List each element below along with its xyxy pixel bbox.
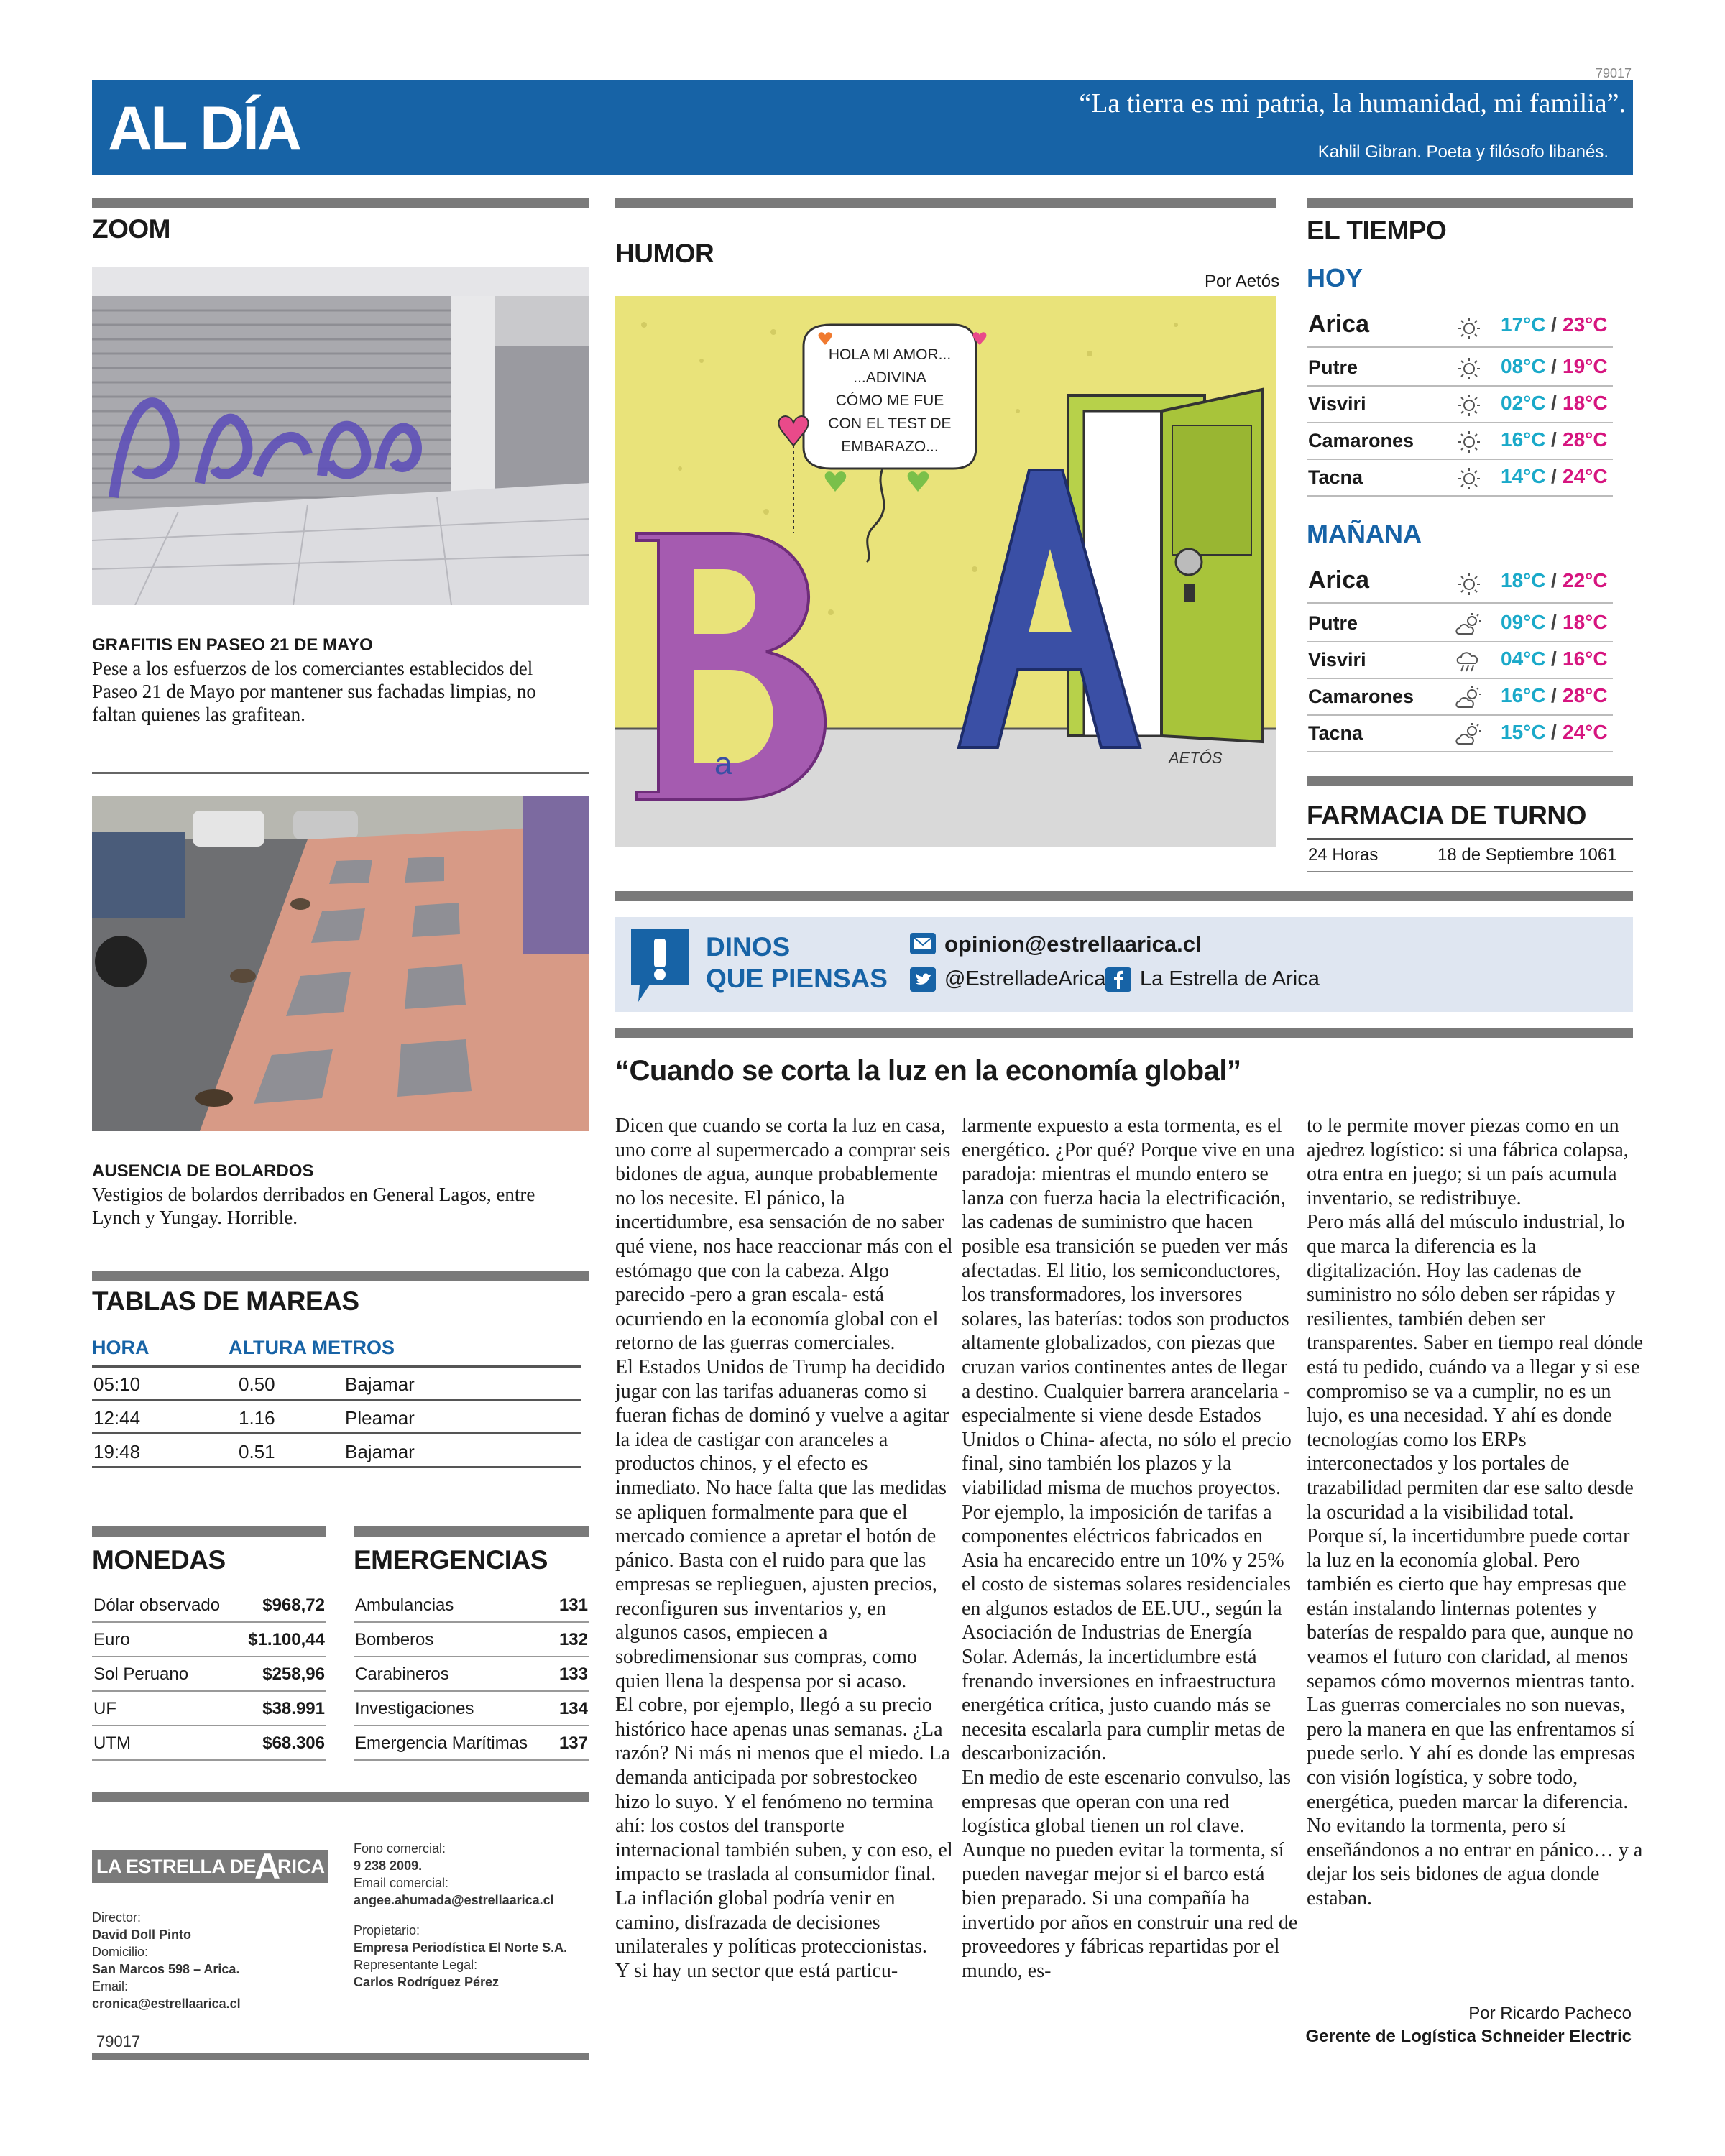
tide-type: Bajamar bbox=[345, 1441, 415, 1462]
article-paragraph: El cobre, por ejemplo, llegó a su precio histórico hace apenas unas semanas. ¿La razón? Ni más ni menos que el miedo. La demanda anticipada por sobrestockeo hizo lo suyo. Y el fenómeno no termina ahí: los costos del transporte internacional también suben, y con eso, el impacto se traslada al consumidor final. La inflación global podría venir en camino, disfrazada de decisiones unilaterales y políticas proteccionistas. bbox=[615, 1694, 953, 1958]
weather-max-temp: 28°C bbox=[1563, 684, 1608, 706]
article-paragraph: Porque sí, la incertidumbre puede cortar la luz en la economía global. Pero también es cierto que hay empresas que están instalando linternas potentes y baterías de respaldo para que, aunque no veamos el futuro con claridad, al menos sepamos cómo movernos mientras tanto. bbox=[1307, 1525, 1635, 1692]
weather-max-temp: 16°C bbox=[1563, 648, 1608, 670]
director-name: David Doll Pinto bbox=[92, 1927, 192, 1942]
tide-type: Pleamar bbox=[345, 1407, 415, 1429]
weather-city: Tacna bbox=[1308, 722, 1363, 744]
sun-icon bbox=[1455, 393, 1484, 418]
partly-cloudy-icon bbox=[1455, 612, 1484, 637]
speech-line: EMBARAZO... bbox=[841, 438, 939, 455]
divider bbox=[615, 198, 1276, 208]
weather-city: Camarones bbox=[1308, 686, 1414, 707]
emergency-service: Ambulancias bbox=[355, 1595, 454, 1615]
pharmacy-hours: 24 Horas bbox=[1308, 845, 1379, 865]
cartoon-signature: AETÓS bbox=[1169, 749, 1223, 767]
article-paragraph: Por ejemplo, la imposición de tarifas a componentes eléctricos fabricados en Asia ha encarecido entre un 10% y 25% el costo de sistemas solares residenciales en algunos estados de EE.UU., según la Asociación de Industrias de Energía Solar. Además, la incertidumbre está frenando inversiones en infraestructura energética crítica, justo cuando más se necesita escalarla para cumplir metas de descarbonización. bbox=[962, 1501, 1291, 1765]
weather-city: Visviri bbox=[1308, 649, 1366, 671]
divider bbox=[92, 1271, 589, 1281]
zoom-title: ZOOM bbox=[92, 214, 170, 244]
section-header bbox=[92, 80, 1633, 175]
currency-row bbox=[92, 1693, 326, 1726]
article-paragraph: En medio de este escenario convulso, las empresas que operan con una red logística global tienen un rol clave. Aunque no pueden evitar la tormenta, sí pueden navegar mejor si el barco está bien preparado. Si una compañía ha invertido por años en construir una red de proveedores y fábricas repartidas por el mundo, es- bbox=[962, 1766, 1298, 1982]
currency-row bbox=[92, 1659, 326, 1692]
emergency-service: Investigaciones bbox=[355, 1699, 474, 1718]
header-quote: “La tierra es mi patria, la humanidad, mi familia”. bbox=[1079, 88, 1626, 119]
article-paragraph: Dicen que cuando se corta la luz en casa, uno corre al supermercado a comprar seis bidones de agua, aunque probablemente no los necesite. El pánico, la incertidumbre, esa sensación de no saber qué viene, nos hace reaccionar más con el estómago que con la cabeza. Algo parecido -pero a gran escala- está ocurriendo en la economía global con el retorno de las guerras comerciales. bbox=[615, 1115, 953, 1355]
weather-row bbox=[1307, 642, 1613, 679]
temp-separator: / bbox=[1551, 355, 1557, 377]
emergency-service: Carabineros bbox=[355, 1664, 449, 1684]
photo-caption-title: GRAFITIS EN PASEO 21 DE MAYO bbox=[92, 635, 373, 655]
weather-max-temp: 24°C bbox=[1563, 721, 1608, 743]
emergency-number: 137 bbox=[558, 1733, 588, 1753]
partly-cloudy-icon bbox=[1455, 722, 1484, 747]
weather-max-temp: 28°C bbox=[1563, 428, 1608, 451]
pharmacy-title: FARMACIA DE TURNO bbox=[1307, 801, 1586, 830]
tide-height: 1.16 bbox=[239, 1407, 275, 1429]
newsroom-email[interactable]: cronica@estrellaarica.cl bbox=[92, 1996, 241, 2011]
small-letter-a: a bbox=[714, 746, 732, 781]
emergencies-title: EMERGENCIAS bbox=[354, 1545, 548, 1575]
currency-name: UTM bbox=[93, 1733, 131, 1753]
weather-city: Camarones bbox=[1308, 430, 1414, 451]
divider bbox=[92, 1792, 589, 1802]
emergency-row bbox=[354, 1590, 589, 1623]
tide-time: 05:10 bbox=[93, 1373, 141, 1395]
weather-min-temp: 16°C bbox=[1501, 428, 1546, 451]
weather-city: Arica bbox=[1308, 310, 1370, 338]
currency-name: Dólar observado bbox=[93, 1595, 221, 1615]
contact-band bbox=[615, 917, 1633, 1012]
logo-text: LA ESTRELLA DE bbox=[96, 1856, 256, 1877]
weather-min-temp: 04°C bbox=[1501, 648, 1546, 670]
photo-caption-text: Pese a los esfuerzos de los comerciantes establecidos del Paseo 21 de Mayo por mantener sus fachadas limpias, no faltan quienes las grafitean. bbox=[92, 658, 536, 725]
weather-row bbox=[1307, 678, 1613, 716]
weather-row bbox=[1307, 561, 1613, 604]
temp-separator: / bbox=[1551, 648, 1557, 670]
emergency-number: 131 bbox=[558, 1595, 588, 1615]
weather-tomorrow-label: MAÑANA bbox=[1307, 519, 1422, 548]
weather-max-temp: 23°C bbox=[1563, 313, 1608, 336]
sun-icon bbox=[1455, 572, 1484, 596]
weather-row bbox=[1307, 715, 1613, 752]
logo-a-mark: A bbox=[254, 1846, 281, 1886]
graffiti-photo bbox=[92, 267, 589, 605]
divider bbox=[92, 772, 589, 774]
weather-min-temp: 09°C bbox=[1501, 611, 1546, 633]
article-paragraph: Pero más allá del músculo industrial, lo que marca la diferencia es la digitalización. Hoy las cadenas de suministro no sólo deben ser rápidas y resilientes, también deben ser transparentes. Saber en tiempo real dónde está tu pedido, cuándo va a llegar y si ese compromiso se va a cumplir, no es un lujo, es una necesidad. Y ahí es donde tecnologías como los ERPs interconectados y los portales de trazabilidad permiten dar ese salto desde la oscuridad a la visibilidad total. bbox=[1307, 1211, 1644, 1524]
divider bbox=[92, 2053, 589, 2060]
contact-email[interactable]: opinion@estrellaarica.cl bbox=[944, 931, 1202, 957]
article-byline-role: Gerente de Logística Schneider Electric bbox=[1305, 2027, 1632, 2046]
temp-separator: / bbox=[1551, 611, 1557, 633]
weather-min-temp: 02°C bbox=[1501, 392, 1546, 414]
masthead-credits-left bbox=[92, 1909, 241, 2012]
emergency-service: Bomberos bbox=[355, 1630, 434, 1649]
address: San Marcos 598 – Arica. bbox=[92, 1962, 240, 1976]
speech-line: HOLA MI AMOR... bbox=[828, 346, 952, 363]
tide-time: 19:48 bbox=[93, 1441, 141, 1462]
tide-row bbox=[92, 1401, 581, 1434]
divider bbox=[615, 1028, 1633, 1038]
section-title: AL DÍA bbox=[108, 94, 300, 163]
currency-name: Sol Peruano bbox=[93, 1664, 189, 1684]
weather-row bbox=[1307, 305, 1613, 348]
tide-height: 0.51 bbox=[239, 1441, 275, 1462]
newspaper-logo bbox=[92, 1846, 328, 1886]
emergency-row bbox=[354, 1659, 589, 1692]
photo-caption-title: AUSENCIA DE BOLARDOS bbox=[92, 1161, 314, 1181]
contact-label-line: QUE PIENSAS bbox=[706, 964, 888, 993]
divider bbox=[354, 1526, 589, 1537]
temp-separator: / bbox=[1551, 721, 1557, 743]
temp-separator: / bbox=[1551, 465, 1557, 487]
currency-value: $38.991 bbox=[262, 1699, 325, 1718]
article-byline: Por Ricardo Pacheco bbox=[1468, 2004, 1632, 2023]
sun-icon bbox=[1455, 430, 1484, 454]
rain-cloud-icon bbox=[1455, 649, 1484, 673]
weather-city: Visviri bbox=[1308, 393, 1366, 415]
sun-icon bbox=[1455, 316, 1484, 341]
divider bbox=[1307, 838, 1633, 840]
speech-line: CON EL TEST DE bbox=[828, 415, 952, 432]
divider bbox=[1307, 198, 1633, 208]
weather-max-temp: 24°C bbox=[1563, 465, 1608, 487]
weather-row bbox=[1307, 386, 1613, 423]
article-paragraph: Las guerras comerciales no son nuevas, pero la manera en que las enfrentamos sí puede serlo. Y ahí es donde las empresas con visión logística, y sobre todo, energética, pueden marcar la diferencia. No evitando la tormenta, pero sí enseñándonos a no entrar en pánico… y a dejar los seis bidones de agua donde estaban. bbox=[1307, 1694, 1643, 1909]
email-label: Email: bbox=[92, 1979, 129, 1994]
tides-header-time: HORA bbox=[92, 1337, 150, 1358]
weather-max-temp: 22°C bbox=[1563, 569, 1608, 591]
humor-title: HUMOR bbox=[615, 239, 714, 268]
weather-city: Arica bbox=[1308, 566, 1370, 594]
currencies-title: MONEDAS bbox=[92, 1545, 226, 1575]
emergency-number: 134 bbox=[558, 1699, 588, 1718]
emergency-number: 132 bbox=[558, 1630, 588, 1649]
currency-value: $68.306 bbox=[262, 1733, 325, 1753]
weather-min-temp: 14°C bbox=[1501, 465, 1546, 487]
weather-max-temp: 19°C bbox=[1563, 355, 1608, 377]
cartoon-byline: Por Aetós bbox=[1205, 272, 1280, 291]
article-column-3 bbox=[1307, 1114, 1644, 1911]
weather-city: Putre bbox=[1308, 612, 1358, 634]
pharmacy-address: 18 de Septiembre 1061 bbox=[1438, 845, 1617, 865]
legal-label: Representante Legal: bbox=[354, 1958, 478, 1972]
tide-time: 12:44 bbox=[93, 1407, 141, 1429]
commercial-email[interactable]: angee.ahumada@estrellaarica.cl bbox=[354, 1893, 554, 1907]
temp-separator: / bbox=[1551, 428, 1557, 451]
temp-separator: / bbox=[1551, 313, 1557, 336]
logo-text: RICA bbox=[277, 1856, 325, 1877]
currency-row bbox=[92, 1728, 326, 1761]
facebook-icon bbox=[1105, 967, 1131, 992]
currency-row bbox=[92, 1624, 326, 1657]
divider bbox=[1307, 871, 1633, 872]
weather-min-temp: 16°C bbox=[1501, 684, 1546, 706]
director-label: Director: bbox=[92, 1910, 142, 1925]
emergency-service: Emergencia Marítimas bbox=[355, 1733, 528, 1753]
divider bbox=[615, 891, 1633, 901]
tide-row bbox=[92, 1435, 581, 1468]
article-column-1 bbox=[615, 1114, 953, 1983]
tides-header-height: ALTURA METROS bbox=[229, 1337, 395, 1358]
currency-value: $1.100,44 bbox=[248, 1630, 325, 1649]
article-paragraph: El Estados Unidos de Trump ha decidido jugar con las tarifas aduaneras como si fueran fichas de dominó y vuelve a agitar la idea de castigar con aranceles a productos chinos, y el efecto es inmediato. No hace falta que las medidas se apliquen formalmente para que el mercado comience a apretar el botón de pánico. Basta con el ruido para que las empresas se replieguen, ajusten precios, reconfiguren sus inventarios y, en algunos casos, empiecen a sobredimensionar sus compras, como quien llena la despensa por si acaso. bbox=[615, 1355, 949, 1692]
cartoon bbox=[615, 296, 1276, 847]
contact-twitter[interactable]: @EstrelladeArica bbox=[944, 967, 1106, 990]
twitter-icon bbox=[910, 967, 936, 992]
contact-facebook[interactable]: La Estrella de Arica bbox=[1140, 967, 1320, 990]
weather-row bbox=[1307, 459, 1613, 497]
weather-city: Tacna bbox=[1308, 466, 1363, 488]
temp-separator: / bbox=[1551, 569, 1557, 591]
emergency-row bbox=[354, 1693, 589, 1726]
currency-row bbox=[92, 1590, 326, 1623]
masthead-credits-right bbox=[354, 1840, 567, 1991]
sun-icon bbox=[1455, 466, 1484, 491]
legal-representative: Carlos Rodríguez Pérez bbox=[354, 1975, 500, 1989]
tide-row bbox=[92, 1368, 581, 1401]
article-paragraph: Y si hay un sector que está particu- bbox=[615, 1959, 898, 1982]
weather-min-temp: 18°C bbox=[1501, 569, 1546, 591]
currency-value: $968,72 bbox=[262, 1595, 325, 1615]
exclamation-bubble-icon bbox=[625, 923, 694, 1006]
phone-label: Fono comercial: bbox=[354, 1841, 446, 1856]
owner: Empresa Periodística El Norte S.A. bbox=[354, 1940, 568, 1955]
tide-type: Bajamar bbox=[345, 1373, 415, 1395]
weather-today-label: HOY bbox=[1307, 263, 1363, 292]
contact-label bbox=[706, 931, 888, 995]
article-column-2 bbox=[962, 1114, 1300, 1983]
emergency-row bbox=[354, 1728, 589, 1761]
divider bbox=[1307, 776, 1633, 786]
weather-city: Putre bbox=[1308, 356, 1358, 378]
divider bbox=[92, 1526, 326, 1537]
emergency-number: 133 bbox=[558, 1664, 588, 1684]
tides-title: TABLAS DE MAREAS bbox=[92, 1286, 359, 1316]
emergency-row bbox=[354, 1624, 589, 1657]
contact-label-line: DINOS bbox=[706, 932, 791, 962]
address-label: Domicilio: bbox=[92, 1945, 149, 1959]
weather-min-temp: 15°C bbox=[1501, 721, 1546, 743]
tide-height: 0.50 bbox=[239, 1373, 275, 1395]
sun-icon bbox=[1455, 356, 1484, 381]
weather-max-temp: 18°C bbox=[1563, 392, 1608, 414]
article-paragraph: to le permite mover piezas como en un ajedrez logístico: si una fábrica colapsa, otra entra en juego; si un país acumula inventario, se redistribuye. bbox=[1307, 1115, 1629, 1210]
article-paragraph: larmente expuesto a esta tormenta, es el energético. ¿Por qué? Porque vive en una paradoja: mientras el mundo entero se lanza con fuerza hacia la electrificación, las cadenas de suministro que hacen posible esa transición se pueden ver más afectadas. El litio, los semiconductores, los transformadores, los inversores solares, las baterías: todos son productos altamente globalizados, con piezas que cruzan varios continentes antes de llegar a destino. Cualquier barrera arancelaria -especialmente si viene desde Estados Unidos o China- afecta, no sólo el precio final, sino también los plazos y la viabilidad misma de muchos proyectos. bbox=[962, 1115, 1295, 1499]
divider bbox=[92, 198, 589, 208]
page-code: 79017 bbox=[1595, 66, 1632, 80]
header-quote-author: Kahlil Gibran. Poeta y filósofo libanés. bbox=[1317, 142, 1609, 162]
weather-max-temp: 18°C bbox=[1563, 611, 1608, 633]
mail-icon bbox=[910, 933, 936, 954]
photo-caption-text: Vestigios de bolardos derribados en General Lagos, entre Lynch y Yungay. Horrible. bbox=[92, 1184, 535, 1228]
speech-line: ...ADIVINA bbox=[853, 369, 926, 386]
weather-row bbox=[1307, 349, 1613, 387]
owner-label: Propietario: bbox=[354, 1923, 420, 1938]
weather-row bbox=[1307, 423, 1613, 460]
speech-line: CÓMO ME FUE bbox=[835, 392, 944, 409]
temp-separator: / bbox=[1551, 684, 1557, 706]
currency-name: Euro bbox=[93, 1630, 130, 1649]
page-code-bottom: 79017 bbox=[96, 2032, 141, 2050]
weather-min-temp: 17°C bbox=[1501, 313, 1546, 336]
weather-min-temp: 08°C bbox=[1501, 355, 1546, 377]
article-title: “Cuando se corta la luz en la economía global” bbox=[615, 1055, 1241, 1087]
weather-title: EL TIEMPO bbox=[1307, 216, 1447, 245]
temp-separator: / bbox=[1551, 392, 1557, 414]
sidewalk-photo bbox=[92, 796, 589, 1131]
comm-email-label: Email comercial: bbox=[354, 1876, 449, 1890]
weather-row bbox=[1307, 605, 1613, 642]
phone: 9 238 2009. bbox=[354, 1858, 423, 1873]
currency-name: UF bbox=[93, 1699, 116, 1718]
currency-value: $258,96 bbox=[262, 1664, 325, 1684]
partly-cloudy-icon bbox=[1455, 686, 1484, 710]
